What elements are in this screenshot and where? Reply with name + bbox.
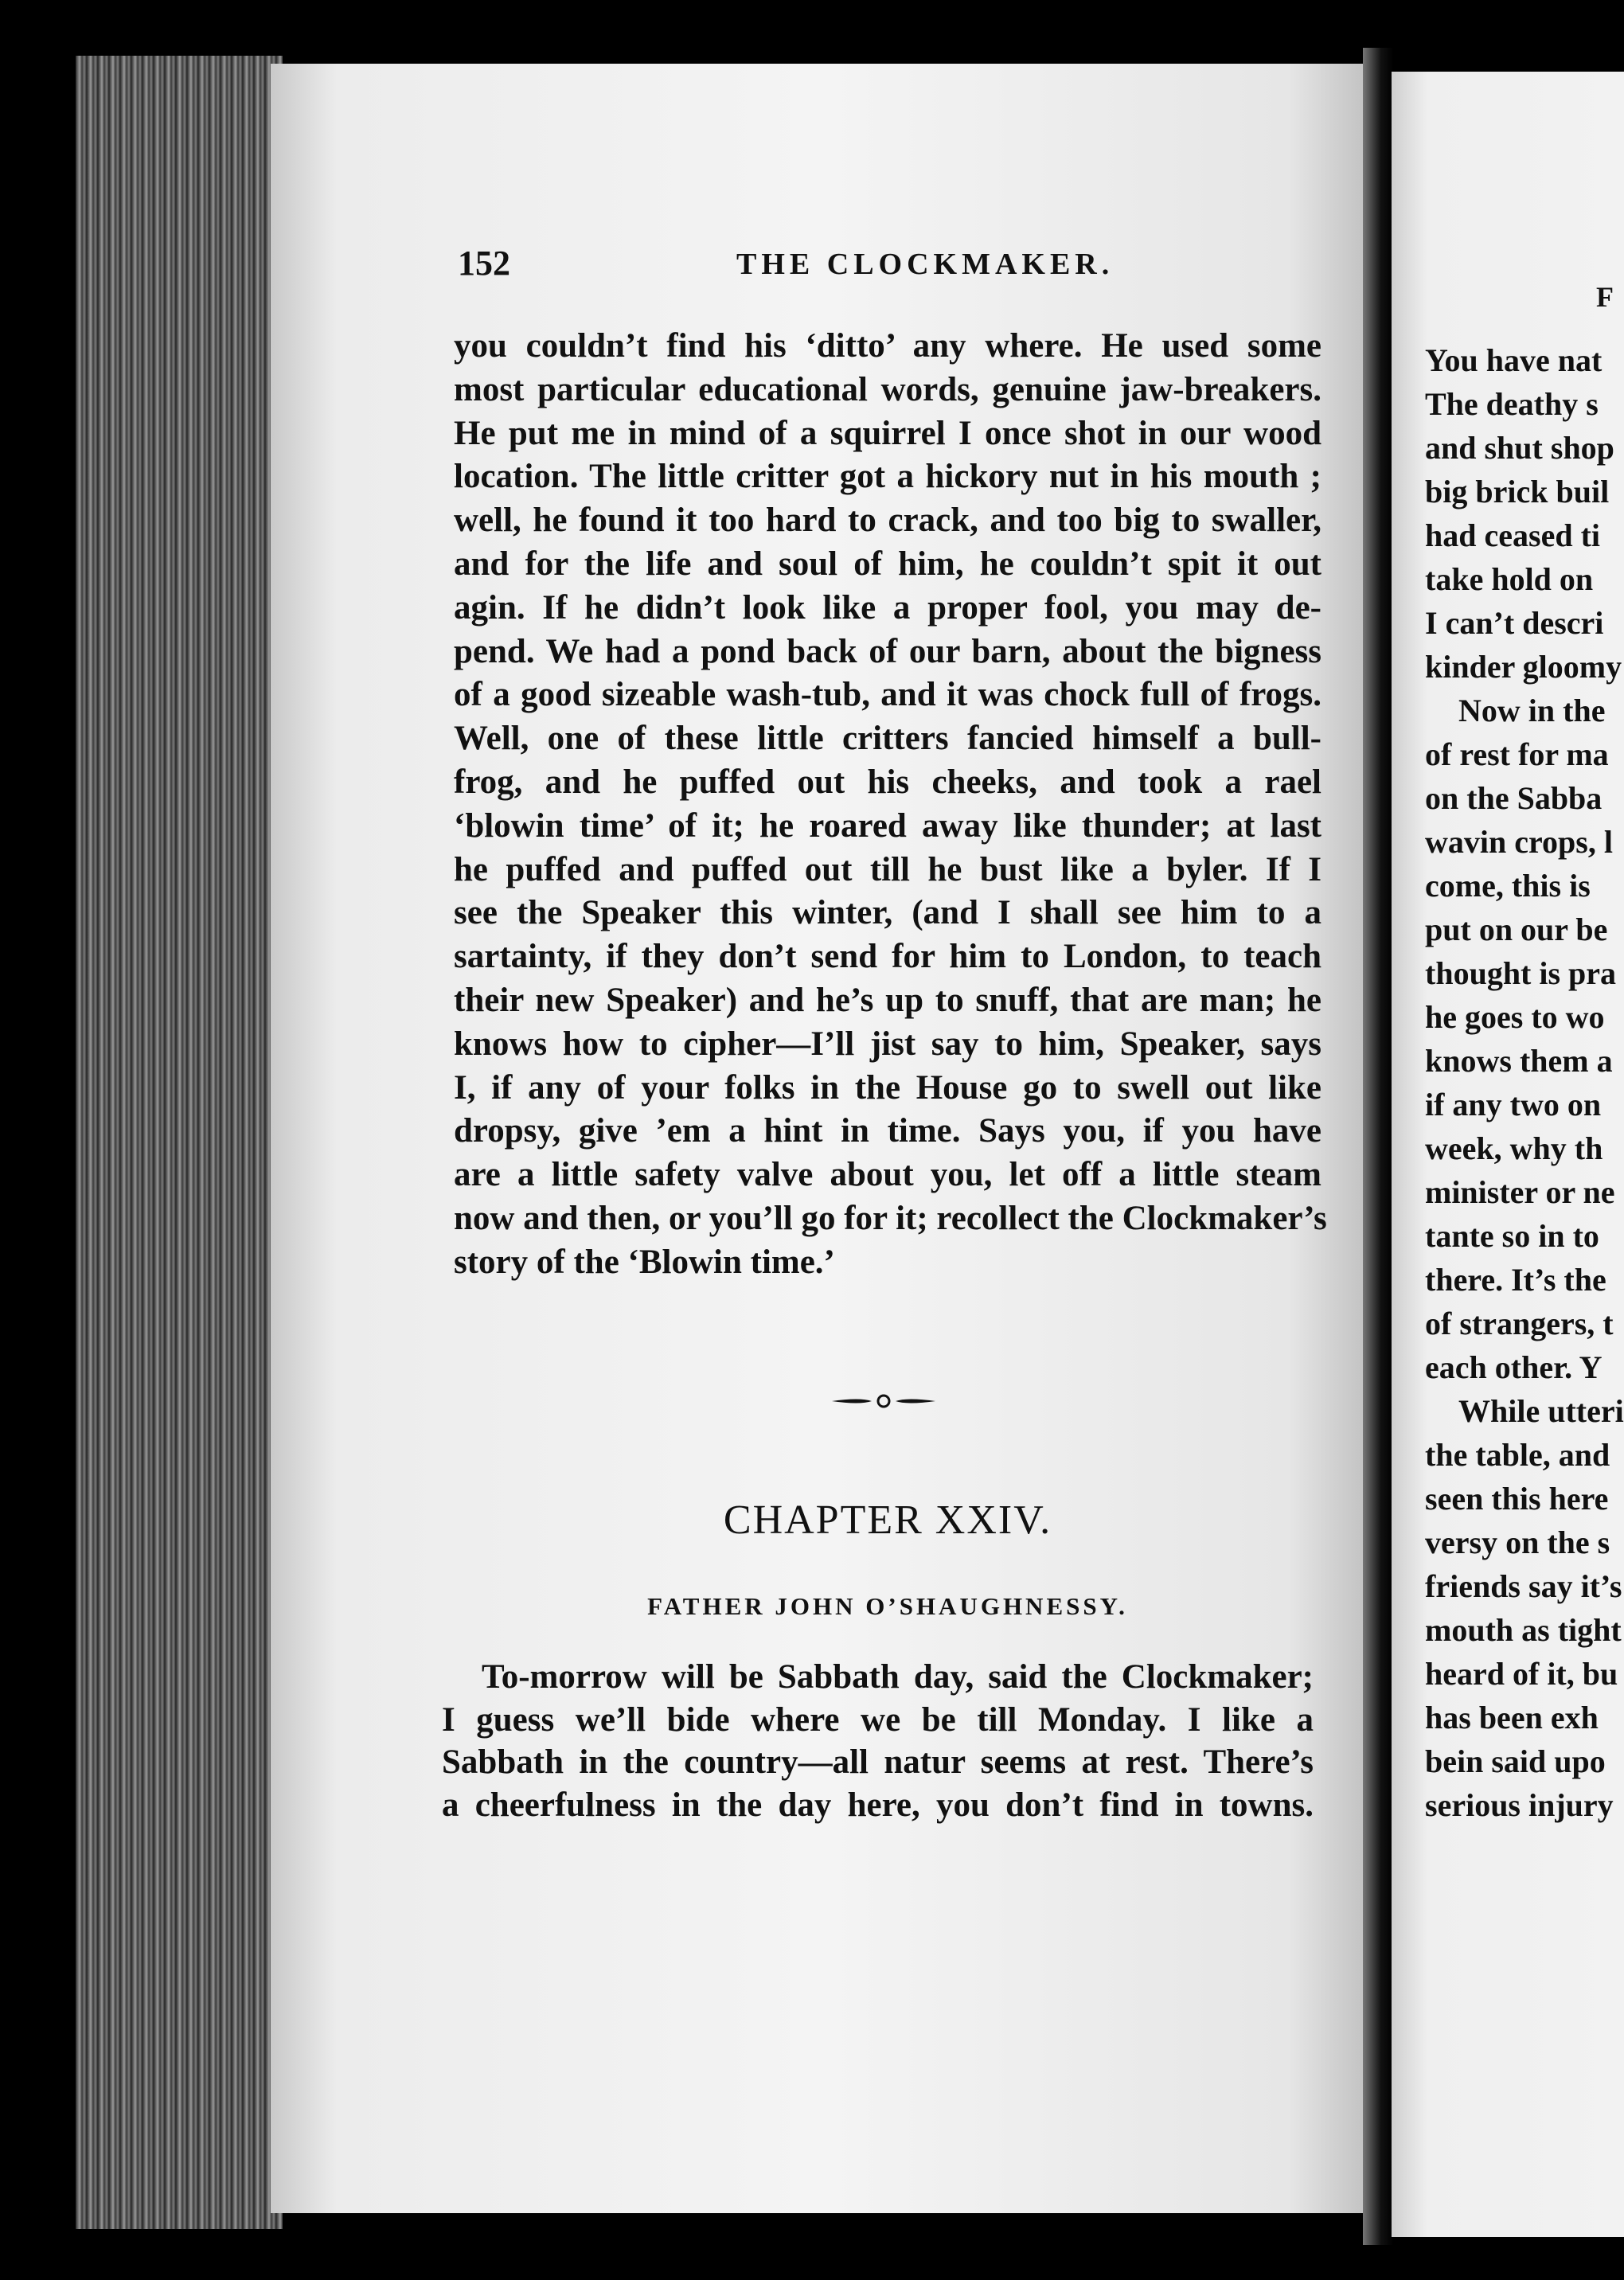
text-line: of strangers, t [1425,1306,1614,1341]
right-page [1392,72,1624,2237]
text-line: agin. If he didn’t look like a proper fool, you may de- [454,588,1321,627]
text-line: week, why th [1425,1130,1603,1166]
ornament-divider-icon [828,1389,939,1413]
text-line: versy on the s [1425,1525,1610,1560]
text-line: You have nat [1425,342,1603,378]
text-line: put on our be [1425,912,1608,947]
text-line: their new Speaker) and he’s up to snuff, that are man; he [454,981,1321,1019]
text-line: come, this is [1425,868,1591,904]
text-line: if any two on [1425,1087,1602,1122]
book-fore-edge [76,56,283,2229]
text-line: had ceased ti [1425,517,1600,553]
text-line: To-morrow will be Sabbath day, said the Clockmaker; [482,1658,1314,1696]
text-line: most particular educational words, genuine jaw-breakers. [454,370,1321,408]
text-line: on the Sabba [1425,780,1603,816]
text-line: Now in the [1458,693,1606,728]
text-line: While utteri [1458,1393,1624,1429]
text-line: a cheerfulness in the day here, you don’t find in towns. [442,1786,1314,1824]
text-line: The deathy s [1425,386,1599,422]
text-line: and shut shop [1425,430,1614,466]
text-line: He put me in mind of a squirrel I once shot in our wood [454,414,1321,452]
page-number: 152 [458,244,510,283]
body-text [454,325,1327,1285]
text-line: each other. Y [1425,1349,1603,1385]
right-page-text [1425,338,1624,1827]
text-line: you couldn’t find his ‘ditto’ any where. He used some [454,327,1321,365]
text-line: wavin crops, l [1425,824,1613,860]
text-line: minister or ne [1425,1174,1615,1210]
text-line: and for the life and soul of him, he couldn’t spit it out [454,545,1321,583]
chapter-text [442,1656,1314,1826]
chapter-title: CHAPTER XXIV. [723,1497,1052,1543]
text-line: Well, one of these little critters fancied himself a bull- [454,720,1321,758]
text-line: big brick buil [1425,474,1610,509]
text-line: are a little safety valve about you, let off a little steam [454,1156,1321,1194]
text-line: frog, and he puffed out his cheeks, and took a rael [454,763,1321,801]
text-line: there. It’s the [1425,1262,1606,1298]
text-line: of rest for ma [1425,736,1609,772]
text-line: knows how to cipher—I’ll jist say to him, Speaker, says [454,1025,1321,1063]
text-line: story of the ‘Blowin time.’ [454,1243,835,1281]
text-line: bein said upo [1425,1743,1606,1779]
text-line: I, if any of your folks in the House go to swell out like [454,1068,1321,1107]
text-line: well, he found it too hard to crack, and too big to swaller, [454,502,1321,540]
right-running-head: F [1596,281,1614,313]
book-gutter [1363,48,1393,2245]
text-line: of a good sizeable wash-tub, and it was chock full of frogs. [454,676,1321,714]
text-line: has been exh [1425,1700,1599,1735]
text-line: ‘blowin time’ of it; he roared away like thunder; at last [454,806,1321,845]
text-line: sartainty, if they don’t send for him to London, to teach [454,938,1321,976]
text-line: dropsy, give ’em a hint in time. Says you, if you have [454,1112,1321,1150]
text-line: see the Speaker this winter, (and I shall see him to a [454,894,1321,932]
text-line: knows them a [1425,1043,1613,1079]
text-line: mouth as tight [1425,1612,1622,1648]
text-line: I guess we’ll bide where we be till Monday. I like a [442,1700,1314,1739]
chapter-subtitle: FATHER JOHN O’SHAUGHNESSY. [647,1592,1128,1620]
text-line: tante so in to [1425,1218,1599,1254]
text-line: pend. We had a pond back of our barn, about the bigness [454,632,1321,670]
text-line: Sabbath in the country—all natur seems at rest. There’s [442,1743,1314,1781]
text-line: thought is pra [1425,955,1617,991]
text-line: seen this here [1425,1481,1609,1517]
text-line: now and then, or you’ll go for it; recollect the Clockmaker’s [454,1199,1327,1237]
text-line: location. The little critter got a hickory nut in his mouth ; [454,458,1321,496]
text-line: take hold on [1425,561,1594,597]
text-line: I can’t descri [1425,605,1604,641]
text-line: heard of it, bu [1425,1656,1618,1692]
text-line: he puffed and puffed out till he bust like a byler. If I [454,850,1321,888]
text-line: serious injury [1425,1787,1614,1823]
running-head: THE CLOCKMAKER. [736,248,1115,281]
text-line: the table, and [1425,1437,1610,1473]
text-line: friends say it’s [1425,1568,1622,1604]
text-line: he goes to wo [1425,999,1605,1035]
text-line: kinder gloomy [1425,649,1622,685]
